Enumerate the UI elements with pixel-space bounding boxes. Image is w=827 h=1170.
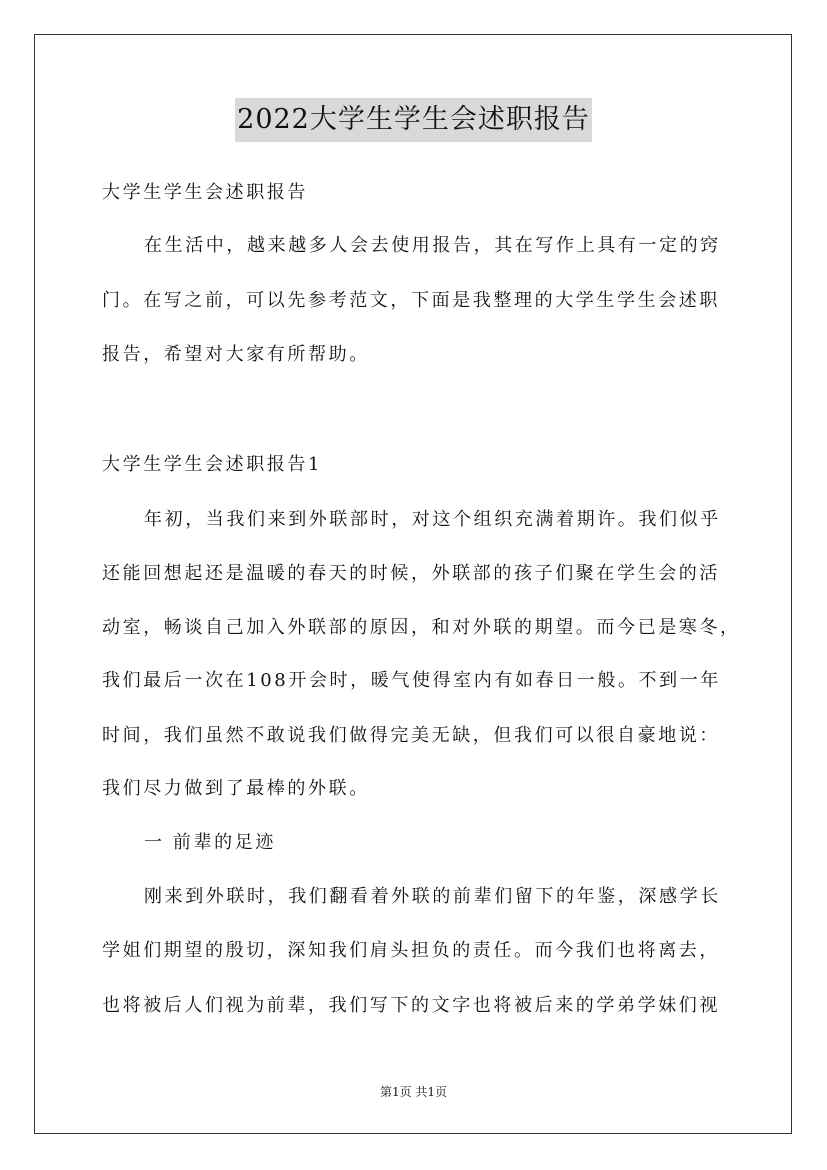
para2-line-2: 学姐们期望的殷切，深知我们肩头担负的责任。而今我们也将离去， xyxy=(102,940,720,961)
para1-line-2: 还能回想起还是温暖的春天的时候，外联部的孩子们聚在学生会的活 xyxy=(102,563,720,584)
para1-line-1: 年初，当我们来到外联部时，对这个组织充满着期许。我们似乎 xyxy=(144,509,721,530)
para1-line-4: 我们最后一次在108开会时，暖气使得室内有如春日一般。不到一年 xyxy=(102,670,721,691)
heading-report: 大学生学生会述职报告 xyxy=(102,182,308,203)
para2-line-1: 刚来到外联时，我们翻看着外联的前辈们留下的年鉴，深感学长 xyxy=(144,886,721,907)
para1-line-6: 我们尽力做到了最棒的外联。 xyxy=(102,778,370,799)
document-title: 2022大学生学生会述职报告 xyxy=(235,98,592,142)
heading-report-1: 大学生学生会述职报告1 xyxy=(102,454,323,475)
intro-line-2: 门。在写之前，可以先参考范文，下面是我整理的大学生学生会述职 xyxy=(102,290,720,311)
intro-line-1: 在生活中，越来越多人会去使用报告，其在写作上具有一定的窍 xyxy=(144,235,721,256)
section-heading-1: 一 前辈的足迹 xyxy=(144,832,276,853)
title-container xyxy=(0,98,827,142)
para2-line-3: 也将被后人们视为前辈，我们写下的文字也将被后来的学弟学妹们视 xyxy=(102,995,720,1016)
page-footer: 第1页 共1页 xyxy=(379,1085,448,1099)
para1-line-3: 动室，畅谈自己加入外联部的原因，和对外联的期望。而今已是寒冬， xyxy=(102,617,741,638)
intro-line-3: 报告，希望对大家有所帮助。 xyxy=(102,344,370,365)
para1-line-5: 时间，我们虽然不敢说我们做得完美无缺，但我们可以很自豪地说： xyxy=(102,725,720,746)
